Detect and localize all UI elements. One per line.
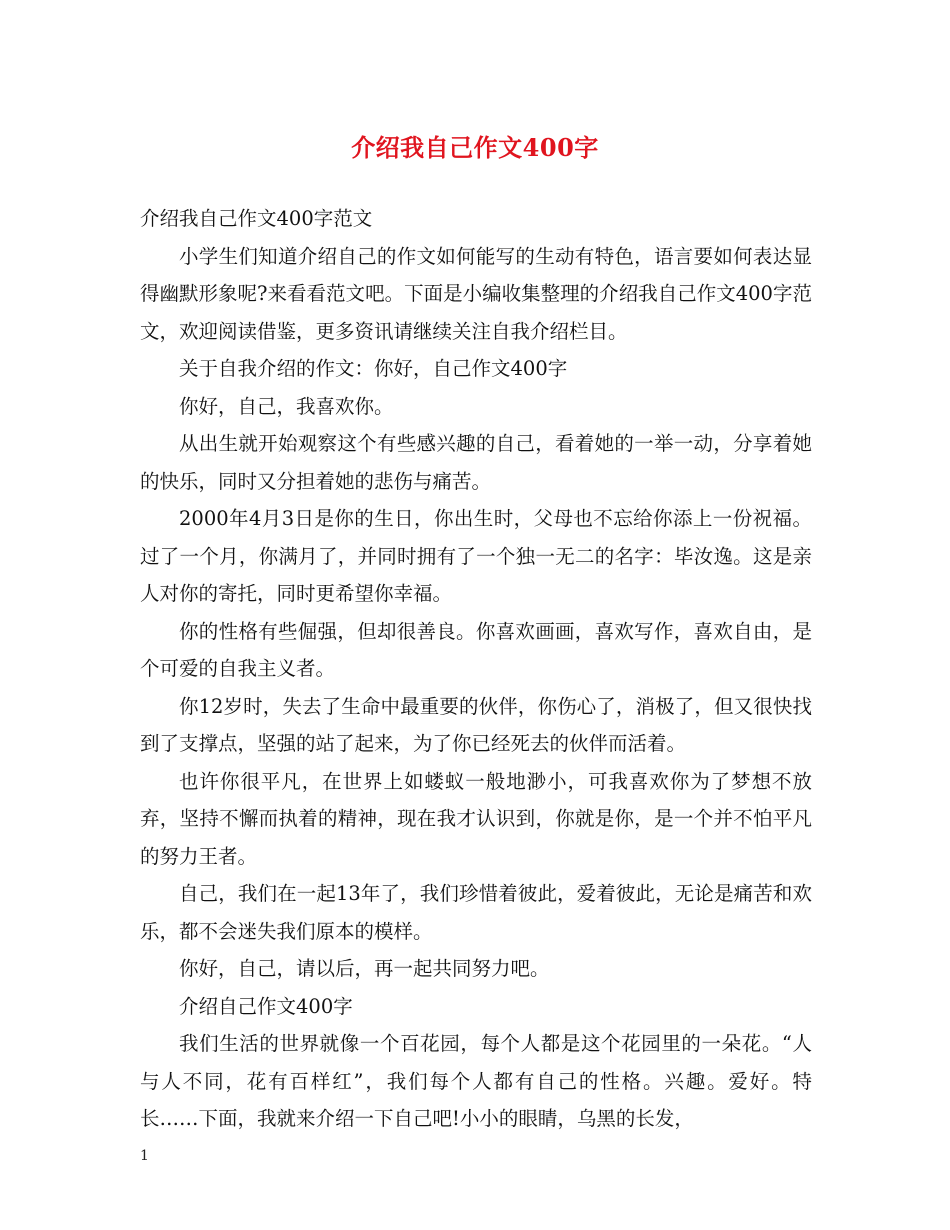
body-paragraph: 你的性格有些倔强，但却很善良。你喜欢画画，喜欢写作，喜欢自由，是个可爱的自我主义者。 [140, 619, 812, 680]
body-paragraph: 自己，我们在一起13年了，我们珍惜着彼此，爱着彼此，无论是痛苦和欢乐，都不会迷失我们原本的模样。 [140, 882, 812, 943]
body-paragraph: 也许你很平凡，在世界上如蝼蚁一般地渺小，可我喜欢你为了梦想不放弃，坚持不懈而执着的精神，现在我才认识到，你就是你，是一个并不怕平凡的努力王者。 [140, 769, 812, 868]
subtitle-line: 介绍我自己作文400字范文 [140, 207, 373, 230]
body-paragraph: 从出生就开始观察这个有些感兴趣的自己，看着她的一举一动，分享着她的快乐，同时又分担着她的悲伤与痛苦。 [140, 432, 812, 493]
page-title: 介绍我自己作文400字 [351, 133, 599, 162]
body-paragraph: 你好，自己，我喜欢你。 [179, 394, 394, 418]
page-number: 1 [140, 1148, 149, 1164]
document-body [140, 200, 812, 1138]
section-heading: 介绍自己作文400字 [179, 994, 353, 1018]
intro-paragraph: 小学生们知道介绍自己的作文如何能写的生动有特色，语言要如何表达显得幽默形象呢?来看看范文吧。下面是小编收集整理的介绍我自己作文400字范文，欢迎阅读借鉴，更多资讯请继续关注自我介绍栏目。 [140, 244, 812, 343]
body-paragraph: 2000年4月3日是你的生日，你出生时，父母也不忘给你添上一份祝福。过了一个月，你满月了，并同时拥有了一个独一无二的名字：毕汝逸。这是亲人对你的寄托，同时更希望你幸福。 [140, 507, 812, 605]
body-paragraph: 我们生活的世界就像一个百花园，每个人都是这个花园里的一朵花。“人与人不同，花有百样红”，我们每个人都有自己的性格。兴趣。爱好。特长……下面，我就来介绍一下自己吧!小小的眼睛，乌黑的长发， [140, 1032, 812, 1130]
body-paragraph: 你好，自己，请以后，再一起共同努力吧。 [179, 957, 550, 980]
body-paragraph: 你12岁时，失去了生命中最重要的伙伴，你伤心了，消极了，但又很快找到了支撑点，坚强的站了起来，为了你已经死去的伙伴而活着。 [140, 694, 812, 755]
section-heading: 关于自我介绍的作文：你好，自己作文400字 [179, 357, 568, 380]
